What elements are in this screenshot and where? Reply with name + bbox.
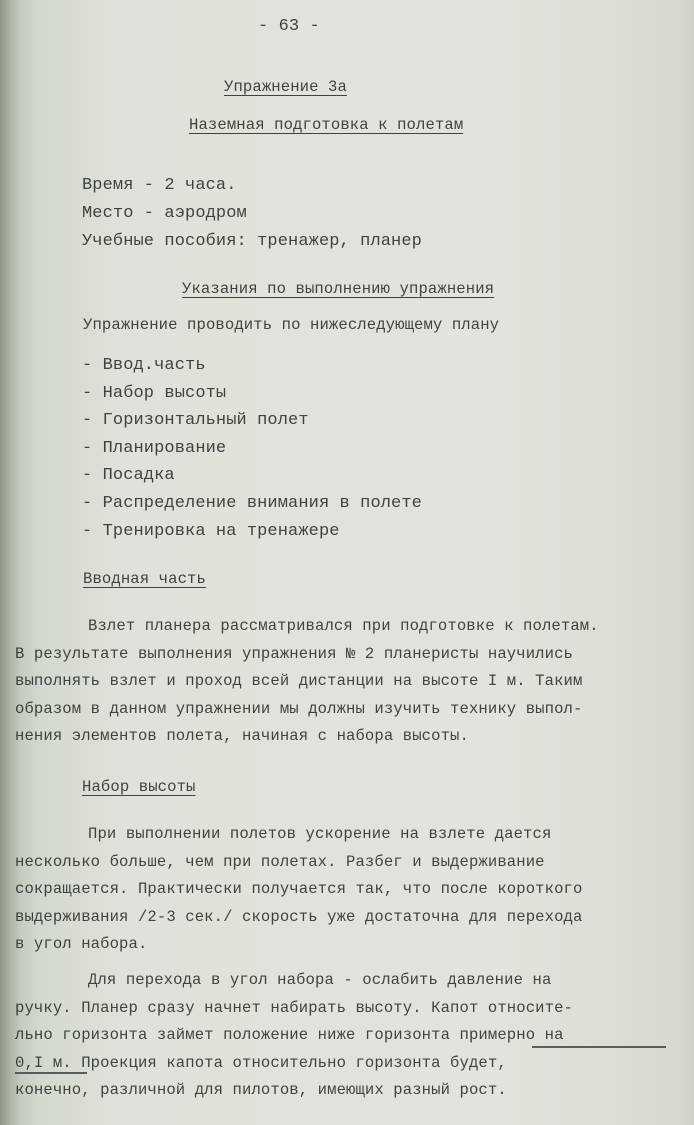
exercise-title: Упражнение 3а [224,78,347,96]
paragraph-line: конечно, различной для пилотов, имеющих разный рост. [15,1081,507,1099]
paragraph-line: 0,I м. Проекция капота относительно горизонта будет, [15,1054,507,1072]
paragraph-line: Взлет планера рассматривался при подготовке к полетам. [88,617,599,635]
paragraph-line: образом в данном упражнении мы должны изучить технику выпол- [15,700,583,718]
plan-item: - Планирование [82,439,227,458]
info-place: Место - аэродром [82,204,247,223]
plan-item: - Ввод.часть [82,356,206,375]
paragraph-line: сокращается. Практически получается так, что после короткого [15,880,583,898]
paragraph-line: в угол набора. [15,935,148,953]
paragraph-line: ручку. Планер сразу начнет набирать высоту. Капот относите- [15,999,574,1017]
plan-item: - Набор высоты [82,384,227,403]
plan-item: - Горизонтальный полет [82,411,309,430]
paragraph-line: При выполнении полетов ускорение на взлете дается [88,825,552,843]
paragraph-line: В результате выполнения упражнения № 2 планеристы научились [15,645,574,663]
paragraph-line: несколько больше, чем при полетах. Разбег и выдерживание [15,853,545,871]
paragraph-line: Для перехода в угол набора - ослабить давление на [88,971,552,989]
section-heading-climb: Набор высоты [82,778,196,796]
plan-item: - Тренировка на тренажере [82,522,340,541]
paragraph-line: выполнять взлет и проход всей дистанции на высоте I м. Таким [15,672,583,690]
plan-intro: Упражнение проводить по нижеследующему плану [83,316,500,334]
hand-underline-mark [15,1072,87,1074]
paragraph-line: выдерживания /2-3 сек./ скорость уже достаточна для перехода [15,908,583,926]
hand-underline-mark [532,1046,666,1048]
info-aids: Учебные пособия: тренажер, планер [82,232,422,251]
paragraph-line: нения элементов полета, начиная с набора высоты. [15,727,469,745]
page-number: - 63 - [258,17,320,36]
plan-item: - Посадка [82,466,175,485]
info-time: Время - 2 часа. [82,176,237,195]
instructions-heading: Указания по выполнению упражнения [182,280,495,298]
exercise-subtitle: Наземная подготовка к полетам [189,116,464,134]
plan-item: - Распределение внимания в полете [82,494,422,513]
section-heading-intro: Вводная часть [83,570,206,588]
paragraph-line: льно горизонта займет положение ниже горизонта примерно на [15,1026,564,1044]
